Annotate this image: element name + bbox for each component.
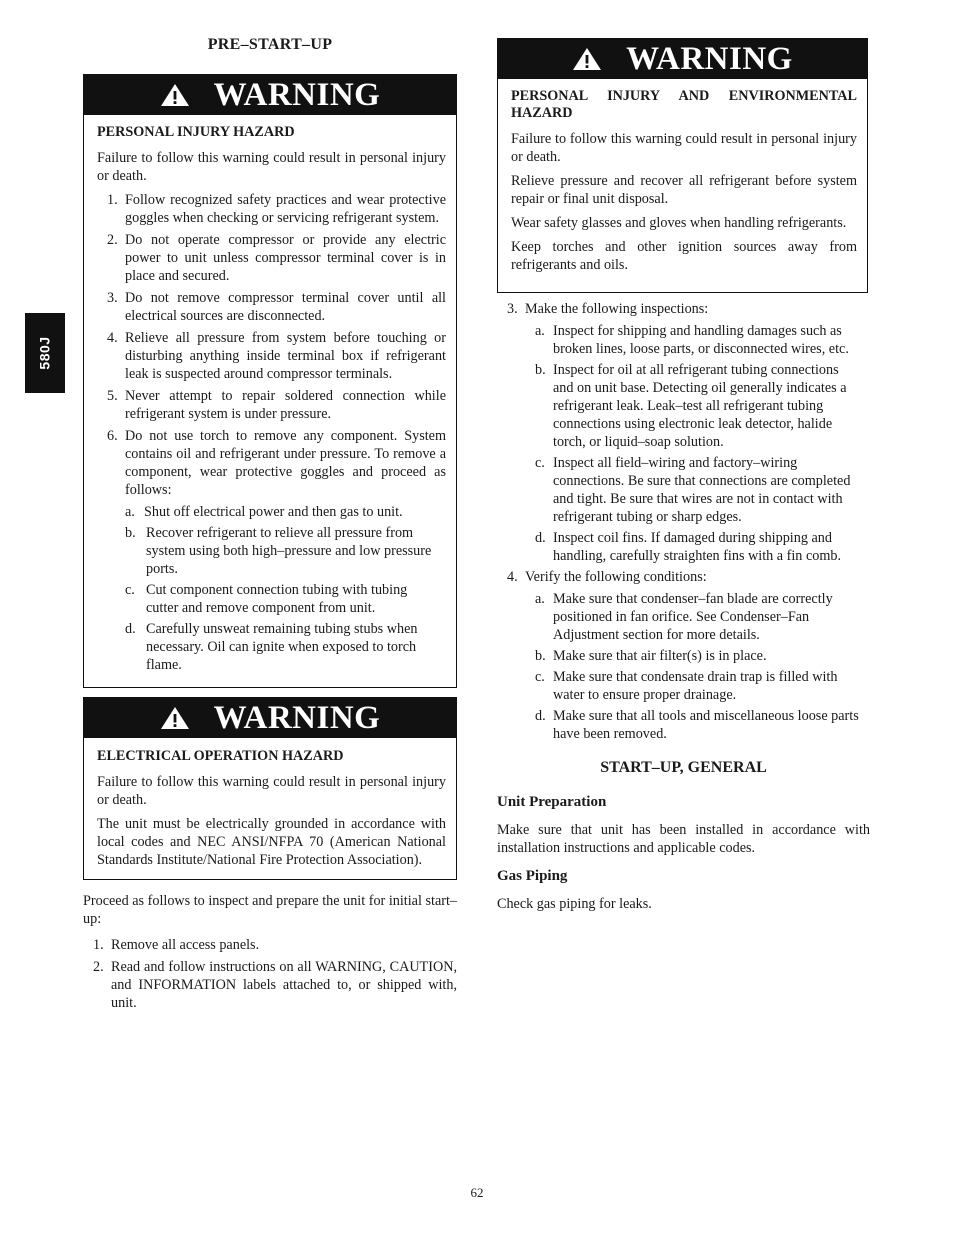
list-item: 6. Do not use torch to remove any component. System contains oil and refrigerant under pressure. To remove a component, wear protective goggles and proceed as follows: <box>107 428 446 498</box>
warning-title: WARNING <box>626 41 793 77</box>
list-item: 2. Do not operate compressor or provide any electric power to unit unless compressor terminal cover is in place and secured. <box>107 232 446 284</box>
sub-list-item: d. Make sure that all tools and miscellaneous loose parts have been removed. <box>535 708 859 742</box>
left-column <box>83 36 457 1016</box>
warning-paragraph: The unit must be electrically grounded in accordance with local codes and NEC ANSI/NFPA 70 (American National Standards Institute/National Fire Protection Association). <box>97 816 446 868</box>
warning-title: WARNING <box>213 700 381 736</box>
warning-paragraph: Wear safety glasses and gloves when handling refrigerants. <box>511 215 847 231</box>
list-item: 2. Read and follow instructions on all WARNING, CAUTION, and INFORMATION labels attached to, or shipped with, unit. <box>93 959 457 1011</box>
warning-title: WARNING <box>213 77 381 113</box>
subheading-gas-piping: Gas Piping <box>497 868 568 884</box>
warning-body <box>84 115 456 687</box>
section-title-pre-start-up: PRE–START–UP <box>207 36 333 53</box>
sub-list-item: b. Inspect for oil at all refrigerant tubing connections and on unit base. Detecting oil generally indicates a refrigerant leak. Leak–test all refrigerant tubing connections using electronic leak detector, halide torch, or liquid–soap solution. <box>535 362 847 450</box>
list-item: 1. Follow recognized safety practices and wear protective goggles when checking or servicing refrigerant system. <box>107 192 446 226</box>
hazard-title: PERSONAL INJURY HAZARD <box>97 124 295 140</box>
sub-list-item: b. Recover refrigerant to relieve all pressure from system using both high–pressure and low pressure ports. <box>125 525 432 577</box>
list-item: 3. Make the following inspections: <box>507 301 709 317</box>
warning-header <box>84 75 456 115</box>
page-number: 62 <box>470 1185 484 1200</box>
gas-piping-text: Check gas piping for leaks. <box>497 896 652 912</box>
sub-list-item: c. Inspect all field–wiring and factory–wiring connections. Be sure that connections are completed and tight. Be sure that wires are not in contact with refrigerant tubing or sharp edges. <box>535 455 851 525</box>
side-tab-label: 580J <box>37 336 53 370</box>
sub-list-item: c. Make sure that condensate drain trap is filled with water to ensure proper drainage. <box>535 669 838 703</box>
right-column <box>497 38 870 919</box>
hazard-title: PERSONAL INJURY AND ENVIRONMENTAL HAZARD <box>511 88 857 121</box>
list-item: 5. Never attempt to repair soldered connection while refrigerant system is under pressure. <box>107 388 446 422</box>
sub-list-item: d. Inspect coil fins. If damaged during shipping and handling, carefully straighten fins with a fin comb. <box>535 530 842 564</box>
sub-list-item: d. Carefully unsweat remaining tubing stubs when necessary. Oil can ignite when exposed to torch flame. <box>125 621 418 673</box>
warning-body <box>498 79 867 292</box>
list-item: 4. Relieve all pressure from system before touching or disturbing anything inside terminal box if refrigerant leak is suspected around compressor terminals. <box>107 330 446 382</box>
warning-triangle-icon <box>160 706 190 730</box>
sub-list-item: c. Cut component connection tubing with tubing cutter and remove component from unit. <box>125 582 408 616</box>
list-item: 4. Verify the following conditions: <box>507 569 707 585</box>
hazard-title: ELECTRICAL OPERATION HAZARD <box>97 748 344 764</box>
section-title-start-up-general: START–UP, GENERAL <box>600 759 767 776</box>
warning-triangle-icon <box>160 83 190 107</box>
warning-box-personal-injury <box>83 74 457 688</box>
unit-preparation-text: Make sure that unit has been installed in accordance with installation instructions and applicable codes. <box>497 822 870 856</box>
sub-list-item: a. Make sure that condenser–fan blade are correctly positioned in fan orifice. See Condenser–Fan Adjustment section for more details. <box>535 591 833 643</box>
side-tab <box>25 313 65 393</box>
warning-paragraph: Relieve pressure and recover all refrigerant before system repair or final unit disposal. <box>511 173 857 207</box>
sub-list-item: b. Make sure that air filter(s) is in place. <box>535 648 767 664</box>
warning-paragraph: Failure to follow this warning could result in personal injury or death. <box>511 131 857 165</box>
warning-body <box>84 738 456 879</box>
warning-paragraph: Failure to follow this warning could result in personal injury or death. <box>97 774 446 808</box>
warning-paragraph: Keep torches and other ignition sources away from refrigerants and oils. <box>511 239 857 273</box>
warning-box-electrical <box>83 697 457 880</box>
warning-box-environmental <box>497 38 868 293</box>
sub-list-item: a. Shut off electrical power and then gas to unit. <box>125 504 403 520</box>
warning-header <box>84 698 456 738</box>
sub-list-item: a. Inspect for shipping and handling damages such as broken lines, loose parts, or disconnected wires, etc. <box>535 323 849 357</box>
warning-triangle-icon <box>572 47 602 71</box>
list-item: 1. Remove all access panels. <box>93 937 260 953</box>
subheading-unit-preparation: Unit Preparation <box>497 794 607 810</box>
proceed-paragraph: Proceed as follows to inspect and prepare the unit for initial start–up: <box>83 893 457 927</box>
warning-header <box>498 39 867 79</box>
warning-intro: Failure to follow this warning could result in personal injury or death. <box>97 150 446 184</box>
list-item: 3. Do not remove compressor terminal cover until all electrical sources are disconnected. <box>107 290 446 324</box>
